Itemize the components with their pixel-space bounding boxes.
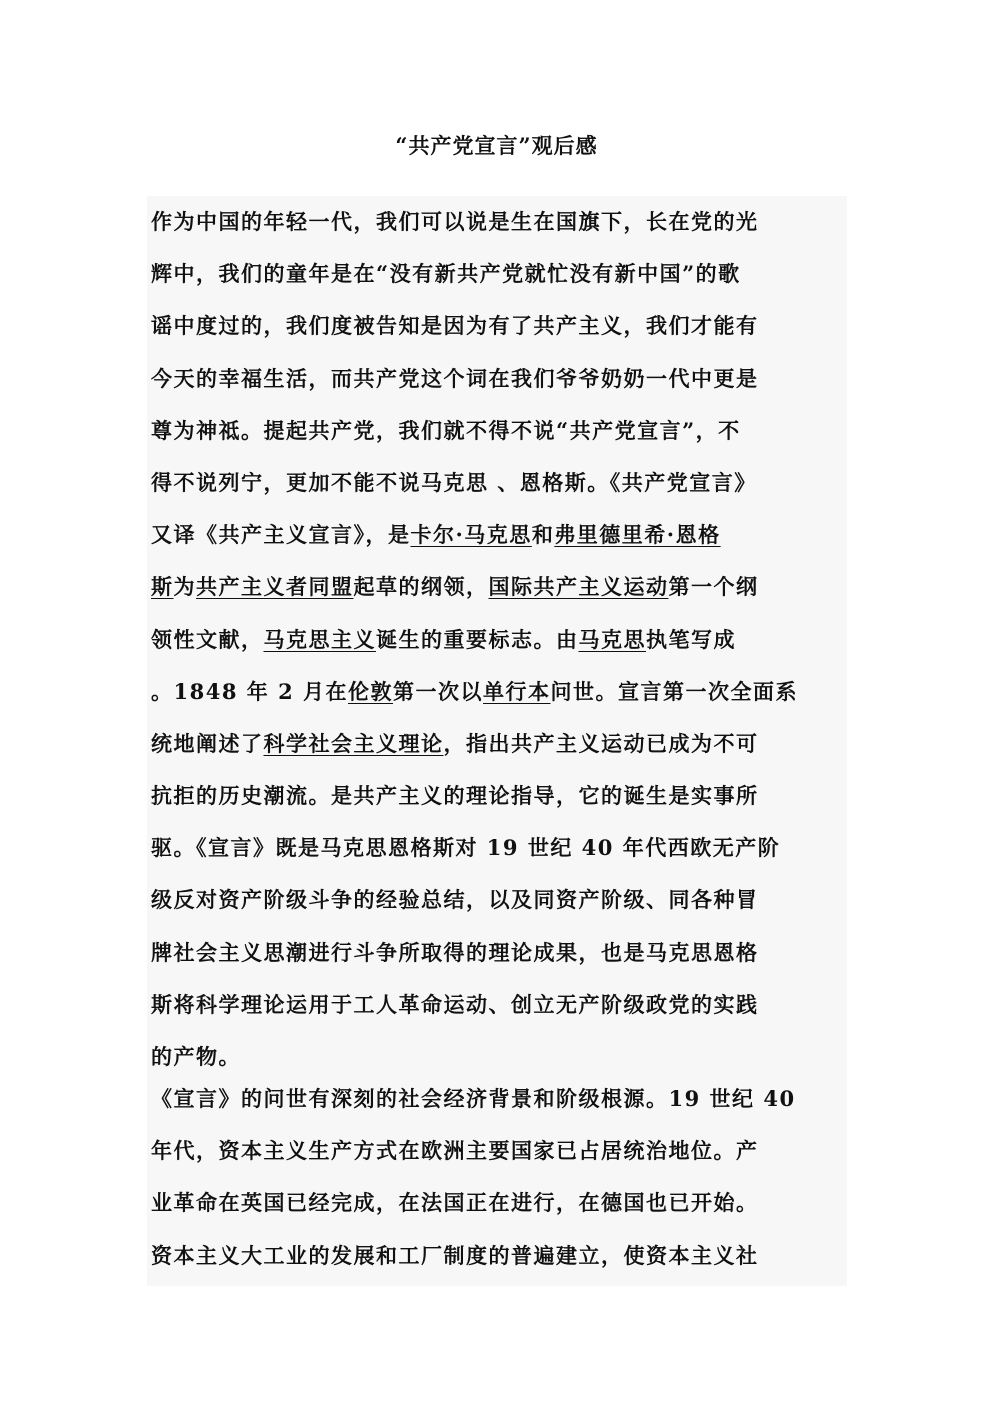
linked-term[interactable]: 科学社会主义理论 bbox=[263, 730, 444, 756]
linked-term[interactable]: 马克思主义 bbox=[263, 626, 376, 652]
text-run: 谣中度过的，我们度被告知是因为有了共产主义，我们才能有 bbox=[151, 313, 759, 339]
text-line bbox=[151, 196, 847, 248]
text-run: 又译《共产主义宣言》，是 bbox=[151, 522, 411, 548]
text-run: 业革命在英国已经完成，在法国正在进行，在德国也已开始。 bbox=[151, 1190, 759, 1216]
text-line bbox=[151, 300, 847, 352]
text-line bbox=[151, 561, 847, 613]
text-line bbox=[151, 1230, 847, 1282]
text-line bbox=[151, 718, 847, 770]
linked-term[interactable]: 国际共产主义运动 bbox=[488, 574, 669, 600]
paragraph-2 bbox=[151, 1073, 847, 1282]
text-line bbox=[151, 770, 847, 822]
text-line bbox=[151, 1177, 847, 1229]
linked-term[interactable]: 单行本 bbox=[483, 678, 551, 704]
text-line bbox=[151, 457, 847, 509]
text-run: 。1848 年 2 月在 bbox=[151, 678, 348, 704]
text-run: 斯将科学理论运用于工人革命运动、创立无产阶级政党的实践 bbox=[151, 991, 759, 1017]
linked-term[interactable]: 马克思 bbox=[578, 626, 646, 652]
text-run: 驱。《宣言》既是马克思恩格斯对 19 世纪 40 年代西欧无产阶 bbox=[151, 835, 781, 861]
text-run: 辉中，我们的童年是在“没有新共产党就忙没有新中国”的歌 bbox=[151, 261, 741, 287]
text-line bbox=[151, 874, 847, 926]
text-line bbox=[151, 666, 847, 718]
document-title: “共产党宣言”观后感 bbox=[395, 133, 598, 158]
text-run: 执笔写成 bbox=[646, 626, 736, 652]
text-run: 统地阐述了 bbox=[151, 730, 264, 756]
text-run: 牌社会主义思潮进行斗争所取得的理论成果，也是马克思恩格 bbox=[151, 939, 759, 965]
linked-term[interactable]: 弗里德里希·恩格 bbox=[554, 522, 721, 548]
text-run: 作为中国的年轻一代，我们可以说是生在国旗下，长在党的光 bbox=[151, 209, 759, 234]
text-line bbox=[151, 822, 847, 874]
text-line bbox=[151, 405, 847, 457]
text-run: 抗拒的历史潮流。是共产主义的理论指导，它的诞生是实事所 bbox=[151, 783, 759, 809]
text-line bbox=[151, 979, 847, 1031]
text-run: 《宣言》的问世有深刻的社会经济背景和阶级根源。19 世纪 40 bbox=[151, 1086, 796, 1111]
text-run: 诞生的重要标志。由 bbox=[376, 626, 579, 652]
text-run: 第一次以 bbox=[393, 678, 483, 704]
text-run: 问世。宣言第一次全面系 bbox=[550, 678, 798, 704]
text-run: 的产物。 bbox=[151, 1044, 241, 1069]
text-line bbox=[151, 1073, 847, 1125]
text-run: ，指出共产主义运动已成为不可 bbox=[443, 730, 759, 756]
text-run: 和 bbox=[531, 522, 555, 548]
linked-term[interactable]: 共产主义者同盟 bbox=[196, 574, 354, 600]
linked-term[interactable]: 伦敦 bbox=[348, 678, 393, 704]
text-run: 资本主义大工业的发展和工厂制度的普遍建立，使资本主义社 bbox=[151, 1242, 759, 1268]
text-line bbox=[151, 614, 847, 666]
text-run: 尊为神祗。提起共产党，我们就不得不说“共产党宣言”，不 bbox=[151, 417, 741, 443]
text-run: 年代，资本主义生产方式在欧洲主要国家已占居统治地位。产 bbox=[151, 1138, 759, 1164]
linked-term[interactable]: 卡尔·马克思 bbox=[410, 522, 532, 548]
text-line bbox=[151, 353, 847, 405]
text-run: 第一个纲 bbox=[668, 574, 759, 600]
linked-term[interactable]: 斯 bbox=[151, 574, 174, 600]
text-run: 为 bbox=[173, 574, 196, 600]
text-line bbox=[151, 509, 847, 561]
text-line bbox=[151, 927, 847, 979]
text-line bbox=[151, 1125, 847, 1177]
text-run: 得不说列宁，更加不能不说马克思 、恩格斯。《共产党宣言》 bbox=[151, 469, 757, 495]
paragraph-1 bbox=[151, 196, 847, 1083]
text-line bbox=[151, 248, 847, 300]
text-run: 领性文献， bbox=[151, 626, 264, 652]
text-run: 起草的纲领， bbox=[353, 574, 489, 600]
text-run: 今天的幸福生活，而共产党这个词在我们爷爷奶奶一代中更是 bbox=[151, 365, 759, 391]
document-body bbox=[147, 196, 847, 1286]
text-run: 级反对资产阶级斗争的经验总结，以及同资产阶级、同各种冒 bbox=[151, 887, 759, 913]
